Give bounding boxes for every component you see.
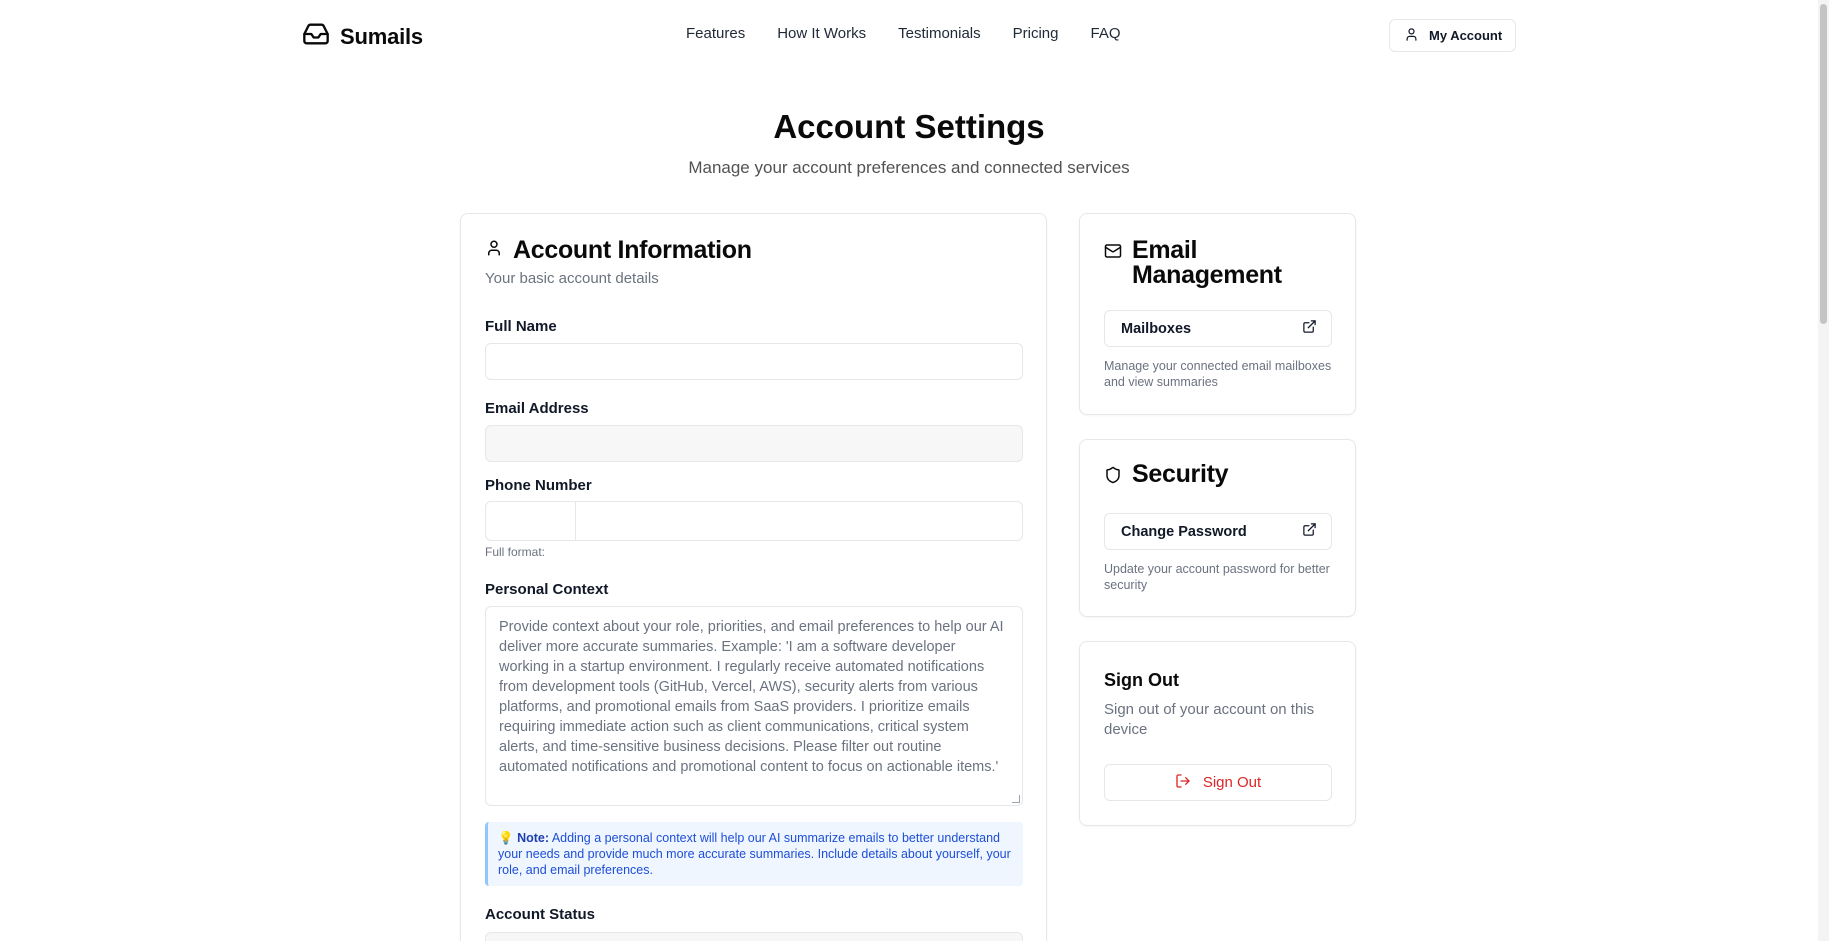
full-name-input[interactable] (485, 343, 1023, 380)
personal-context-textarea[interactable] (485, 606, 1023, 806)
phone-number-input[interactable] (576, 502, 1022, 540)
security-description: Update your account password for better security (1104, 562, 1330, 592)
page-title: Account Settings (773, 108, 1045, 145)
personal-context-note (485, 822, 1023, 886)
account-status-label: Account Status (485, 906, 596, 923)
security-title: Security (1132, 460, 1229, 488)
shield-icon (1104, 465, 1122, 490)
phone-label: Phone Number (485, 477, 592, 494)
resize-handle-icon[interactable] (1012, 795, 1020, 803)
security-card (1079, 439, 1356, 617)
note-label: Note: (517, 831, 550, 845)
account-information-description: Your basic account details (485, 270, 659, 287)
nav-link-faq[interactable]: FAQ (1090, 25, 1121, 42)
my-account-label: My Account (1429, 28, 1503, 43)
account-information-card (460, 213, 1047, 941)
country-code-select[interactable] (486, 502, 576, 540)
my-account-button[interactable] (1389, 19, 1516, 52)
phone-input-group (485, 501, 1023, 541)
mailboxes-button[interactable] (1104, 310, 1332, 347)
user-icon (485, 238, 503, 263)
mail-icon (1104, 242, 1122, 265)
email-label: Email Address (485, 400, 589, 417)
external-link-icon (1302, 522, 1317, 541)
scrollbar-thumb[interactable] (1820, 4, 1827, 324)
mailboxes-label: Mailboxes (1121, 320, 1192, 337)
note-text: Adding a personal context will help our AI summarize emails to better understand your needs and provide much more accurate summaries. Include details about yourself, your role, and email preferences. (498, 831, 1011, 877)
nav-link-testimonials[interactable]: Testimonials (898, 25, 981, 42)
external-link-icon (1302, 319, 1317, 338)
brand-name: Sumails (340, 23, 423, 49)
sign-out-card (1079, 641, 1356, 826)
sign-out-title: Sign Out (1104, 670, 1179, 690)
email-management-header (1104, 238, 1302, 288)
email-management-card (1079, 213, 1356, 415)
security-header (1104, 462, 1228, 490)
log-out-icon (1175, 773, 1191, 793)
nav-link-how-it-works[interactable]: How It Works (777, 25, 867, 42)
inbox-icon (300, 20, 332, 53)
page-subtitle: Manage your account preferences and connected services (688, 158, 1130, 177)
change-password-button[interactable] (1104, 513, 1332, 550)
email-management-title: Email Management (1132, 236, 1282, 289)
brand-logo[interactable] (300, 20, 423, 53)
sign-out-label: Sign Out (1202, 774, 1262, 791)
account-status-field (485, 932, 1023, 941)
personal-context-label: Personal Context (485, 581, 609, 598)
lightbulb-icon: 💡 (498, 831, 514, 845)
sign-out-button[interactable] (1104, 764, 1332, 801)
phone-format-hint: Full format: (485, 545, 546, 559)
email-management-description: Manage your connected email mailboxes and view summaries (1104, 359, 1332, 389)
nav-link-features[interactable]: Features (686, 25, 746, 42)
personal-context-placeholder: Provide context about your role, priorities, and email preferences to help our AI deliver more accurate summaries. Example: 'I am a software developer working in a startup environment. I regularly receive automated notifications from development tools (GitHub, Vercel, AWS), security alerts from various platforms, and promotional emails from SaaS providers. I prioritize emails requiring immediate action such as client communications, critical system alerts, and time-sensitive business decisions. Please filter out routine automated notifications and promotional content to focus on actionable items.' (499, 619, 1004, 775)
account-information-title: Account Information (513, 236, 752, 264)
page-scrollbar[interactable] (1818, 0, 1829, 941)
sign-out-description: Sign out of your account on this device (1104, 701, 1315, 738)
email-input[interactable] (485, 425, 1023, 462)
account-information-header (485, 236, 752, 265)
nav-link-pricing[interactable]: Pricing (1012, 25, 1059, 42)
user-icon (1404, 27, 1419, 45)
top-navigation-bar (0, 0, 1818, 70)
full-name-label: Full Name (485, 318, 557, 335)
main-nav (686, 25, 1121, 42)
change-password-label: Change Password (1121, 523, 1247, 540)
